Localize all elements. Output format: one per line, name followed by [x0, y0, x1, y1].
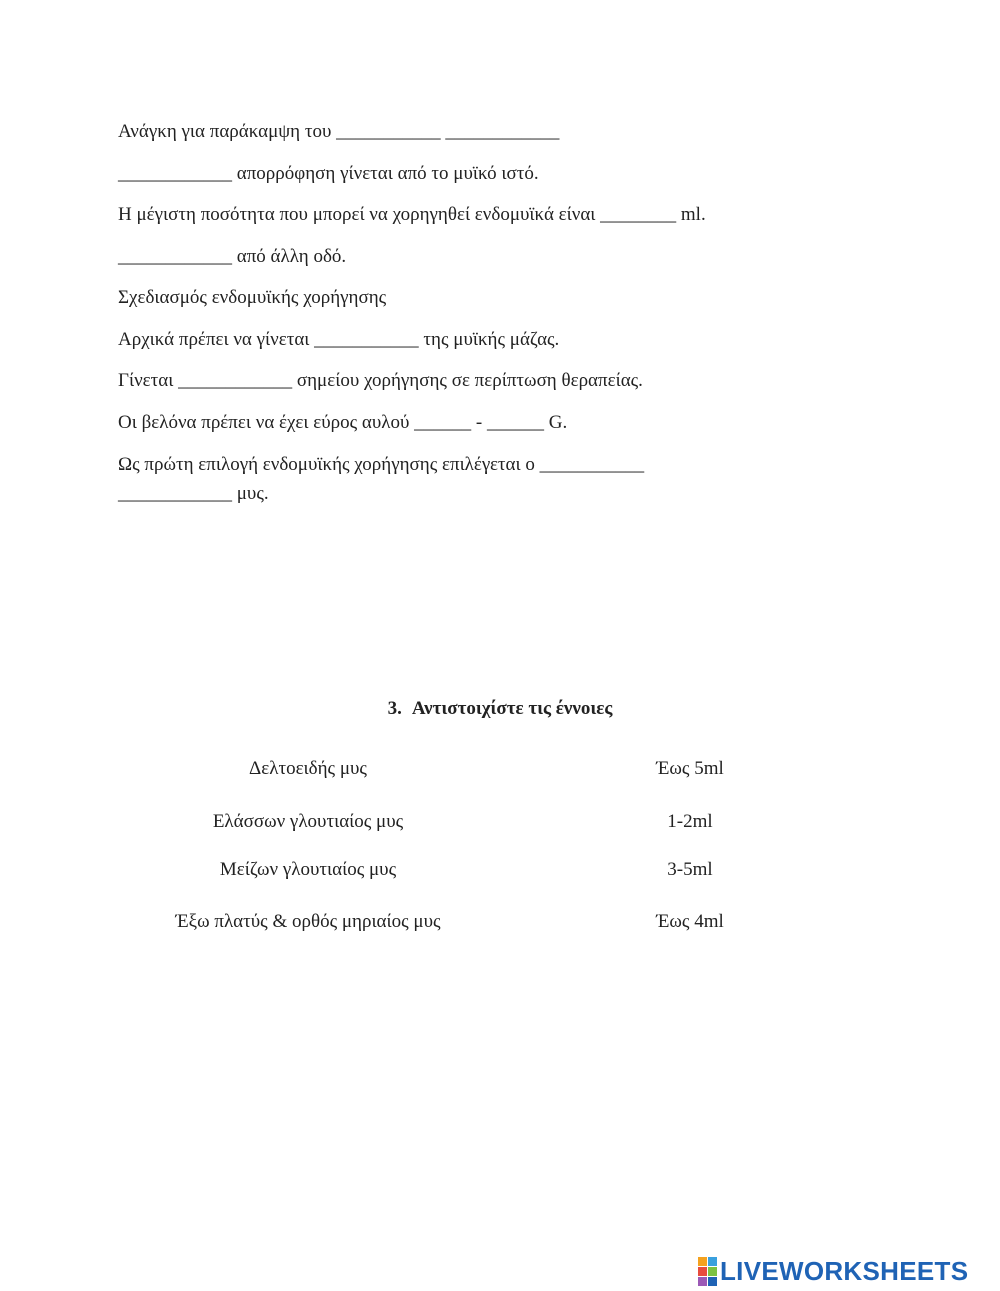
section-3-title	[0, 697, 1000, 721]
section-title-text: Αντιστοιχίστε τις έννοιες	[411, 698, 613, 719]
match-left-item[interactable]: Δελτοειδής μυς	[249, 758, 367, 779]
fill-in-line-8[interactable]: Οι βελόνα πρέπει να έχει εύρος αυλού ______ - ______ G.	[118, 412, 568, 433]
fill-in-line-2[interactable]: ____________ απορρόφηση γίνεται από το μυϊκό ιστό.	[118, 163, 539, 184]
match-left-item[interactable]: Μείζων γλουτιαίος μυς	[219, 859, 397, 880]
match-right-item[interactable]: 1-2ml	[667, 811, 713, 832]
fill-in-line-3[interactable]: Η μέγιστη ποσότητα που μπορεί να χορηγηθεί ενδομυϊκά είναι ________ ml.	[118, 204, 706, 225]
logo-blocks-icon	[698, 1257, 717, 1286]
logo-text: LIVEWORKSHEETS	[720, 1256, 969, 1286]
match-right-item[interactable]: 3-5ml	[667, 859, 713, 880]
logo-block	[698, 1277, 707, 1286]
fill-in-line-4[interactable]: ____________ από άλλη οδό.	[118, 246, 347, 267]
fill-in-line-7[interactable]: Γίνεται ____________ σημείου χορήγησης σε περίπτωση θεραπείας.	[118, 370, 643, 391]
logo-block	[708, 1257, 717, 1266]
fill-in-line-6[interactable]: Αρχικά πρέπει να γίνεται ___________ της μυϊκής μάζας.	[118, 329, 560, 350]
subheading-planning: Σχεδιασμός ενδομυϊκής χορήγησης	[118, 287, 387, 308]
match-right-item[interactable]: Έως 4ml	[656, 911, 724, 932]
logo-block	[708, 1267, 717, 1276]
match-right-item[interactable]: Έως 5ml	[656, 758, 724, 779]
fill-in-line-1[interactable]: Ανάγκη για παράκαμψη του ___________ ____________	[118, 121, 560, 142]
logo-block	[698, 1267, 707, 1276]
logo-block	[708, 1277, 717, 1286]
section-number: 3.	[387, 698, 402, 719]
logo-block	[698, 1257, 707, 1266]
match-left-item[interactable]: Ελάσσων γλουτιαίος μυς	[212, 811, 404, 832]
liveworksheets-logo	[698, 1256, 968, 1287]
fill-in-line-10[interactable]: ____________ μυς.	[118, 483, 269, 504]
match-left-item[interactable]: Έξω πλατύς & ορθός μηριαίος μυς	[175, 911, 441, 932]
fill-in-line-9[interactable]: Ως πρώτη επιλογή ενδομυϊκής χορήγησης επιλέγεται ο ___________	[118, 454, 645, 475]
